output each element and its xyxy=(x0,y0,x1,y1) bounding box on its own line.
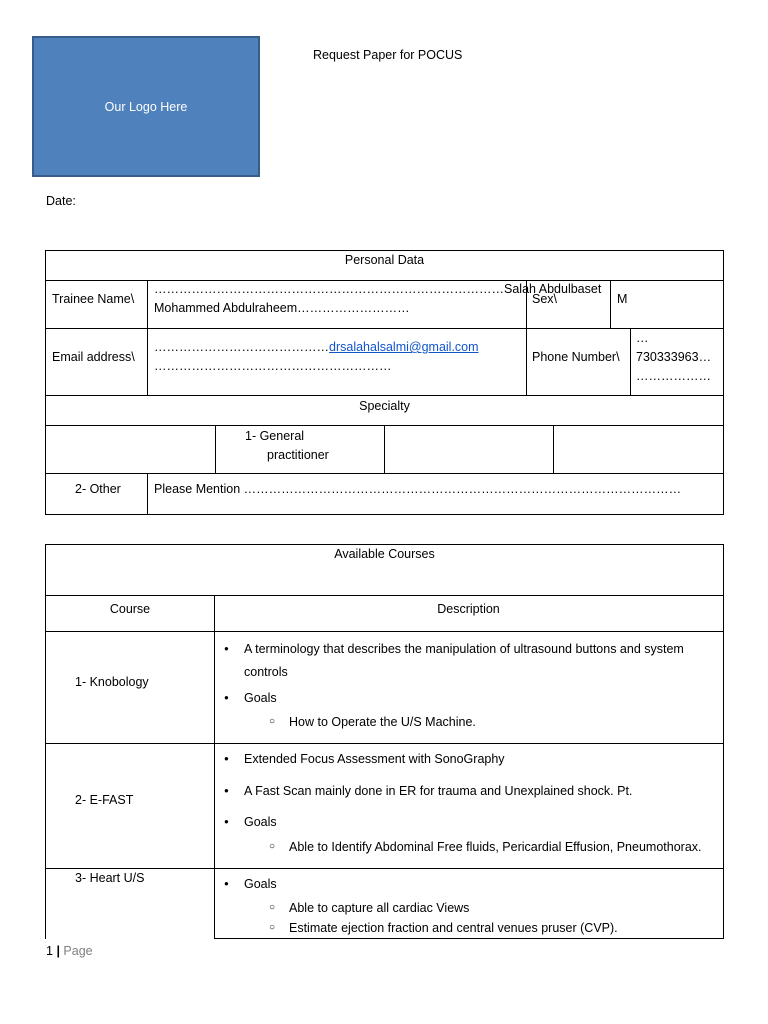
email-link[interactable]: drsalahalsalmi@gmail.com xyxy=(329,340,479,354)
trainee-name-line1: …………………………………………………………………………Salah Abdulbaset xyxy=(154,282,602,296)
page-separator: | xyxy=(56,944,60,958)
course-1-sub-bullet-1: ○ How to Operate the U/S Machine. xyxy=(289,713,476,731)
sex-value: M xyxy=(617,292,628,306)
specialty-heading: Specialty xyxy=(359,399,410,413)
course-2-name: 2- E-FAST xyxy=(75,793,134,807)
phone-line2: 730333963… xyxy=(636,350,712,364)
phone-line3: ……………… xyxy=(636,369,711,383)
sex-label: Sex\ xyxy=(532,292,558,306)
course-2-bullet-1: ● Extended Focus Assessment with SonoGraphy xyxy=(244,750,505,768)
page-label: Page xyxy=(63,944,93,958)
specialty-item-1-line2: practitioner xyxy=(267,448,329,462)
email-dots: …………………………………… xyxy=(154,340,329,354)
specialty-item-1-line1: 1- General xyxy=(245,429,305,443)
email-line1 xyxy=(154,338,479,356)
course-column-header: Course xyxy=(109,602,151,616)
course-1-bullet-1: ● A terminology that describes the manipulation of ultrasound buttons and system xyxy=(244,640,684,658)
email-line2: ………………………………………………… xyxy=(154,359,392,373)
course-3-name: 3- Heart U/S xyxy=(75,871,145,885)
course-3-bullet-1: ● Goals xyxy=(244,875,277,893)
course-2-bullet-3: ● Goals xyxy=(244,813,277,831)
courses-table xyxy=(45,544,724,939)
course-1-bullet-1-cont: controls xyxy=(244,665,288,679)
logo-text: Our Logo Here xyxy=(104,99,188,114)
date-label: Date: xyxy=(46,194,76,208)
other-value: Please Mention …………………………………………………………………………………………… xyxy=(154,482,682,496)
courses-heading: Available Courses xyxy=(334,547,435,561)
course-2-sub-bullet-1: ○ Able to Identify Abdominal Free fluids, Pericardial Effusion, Pneumothorax. xyxy=(289,838,702,856)
course-2-bullet-2: ● A Fast Scan mainly done in ER for trauma and Unexplained shock. Pt. xyxy=(244,782,632,800)
phone-label: Phone Number\ xyxy=(532,350,620,364)
page-number: 1 xyxy=(46,944,53,958)
personal-data-heading: Personal Data xyxy=(344,253,425,267)
trainee-name-label: Trainee Name\ xyxy=(52,292,135,306)
logo-placeholder xyxy=(32,36,260,177)
phone-line1: … xyxy=(636,331,649,345)
personal-data-table xyxy=(45,250,724,515)
document-title: Request Paper for POCUS xyxy=(313,48,463,62)
course-3-sub-bullet-2: ○ Estimate ejection fraction and central venues pruser (CVP). xyxy=(289,919,618,937)
course-1-bullet-2: ● Goals xyxy=(244,689,277,707)
course-1-name: 1- Knobology xyxy=(75,675,149,689)
page-footer xyxy=(46,944,93,958)
course-3-sub-bullet-1: ○ Able to capture all cardiac Views xyxy=(289,899,469,917)
email-label: Email address\ xyxy=(52,350,135,364)
description-column-header: Description xyxy=(437,602,500,616)
trainee-name-line2: Mohammed Abdulraheem……………………… xyxy=(154,301,410,315)
other-label: 2- Other xyxy=(75,482,121,496)
